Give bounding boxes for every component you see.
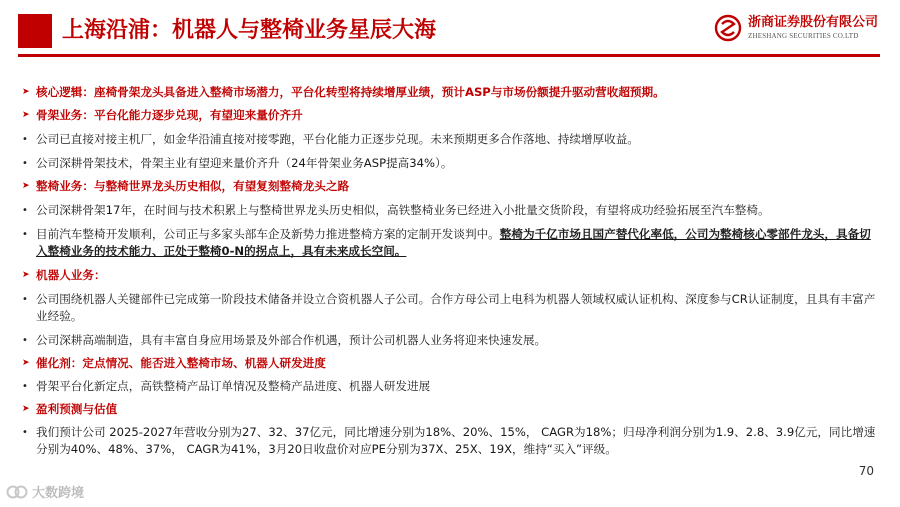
logo-en-name: ZHESHANG SECURITIES CO.LTD	[747, 32, 859, 40]
watermark-text: 大数跨境	[32, 486, 85, 501]
list-item	[22, 226, 878, 260]
list-item	[22, 424, 878, 458]
section-skeleton-heading	[22, 107, 878, 124]
section-robot-heading	[22, 267, 878, 284]
seating-bullet-2-plain: 目前汽车整椅开发顺利，公司正与多家头部车企及新势力推进整椅方案的定制开发谈判中。	[36, 227, 500, 241]
seating-bullet-2	[36, 226, 878, 260]
triangle-right-icon: ➤	[22, 110, 30, 120]
page-title: 上海沿浦：机器人与整椅业务星辰大海	[62, 18, 437, 43]
list-item	[22, 202, 878, 219]
dot-bullet-icon: •	[22, 229, 28, 240]
section-seating-heading	[22, 178, 878, 195]
list-item	[22, 291, 878, 325]
slide-content	[22, 84, 878, 458]
forecast-heading: 盈利预测与估值	[36, 402, 118, 416]
section-forecast-heading	[22, 401, 878, 418]
triangle-right-icon: ➤	[22, 181, 30, 191]
section-catalyst-heading	[22, 355, 878, 372]
section-core-logic	[22, 84, 878, 101]
title-accent-block	[18, 14, 52, 48]
triangle-right-icon: ➤	[22, 87, 30, 97]
robot-bullet-1: 公司围绕机器人关键部件已完成第一阶段技术储备并设立合资机器人子公司。合作方母公司上电科为机器人领域权威认证机构、深度参与CR认证制度，且具有丰富产业经验。	[36, 292, 876, 323]
title-underline	[18, 54, 880, 57]
title-bar	[0, 0, 900, 62]
catalyst-bullet-1: 骨架平台化新定点，高铁整椅产品订单情况及整椅产品进度、机器人研发进展	[36, 379, 431, 393]
list-item	[22, 332, 878, 349]
zheshang-logo-icon	[714, 14, 742, 42]
dot-bullet-icon: •	[22, 335, 28, 346]
page-number: 70	[858, 464, 874, 478]
dot-bullet-icon: •	[22, 381, 28, 392]
list-item	[22, 155, 878, 172]
forecast-bullet-1: 我们预计公司 2025-2027年营收分别为27、32、37亿元，同比增速分别为18%、20%、15%， CAGR为18%；归母净利润分别为1.9、2.8、3.9亿元，同比增速分别为40%、48%、37%， CAGR为41%，3月20日收盘价对应PE分别为37X、25X、19X，维持“买入”评级。	[36, 425, 876, 456]
dot-bullet-icon: •	[22, 294, 28, 305]
skeleton-bullet-2: 公司深耕骨架技术，骨架主业有望迎来量价齐升（24年骨架业务ASP提高34%）。	[36, 156, 453, 170]
dot-bullet-icon: •	[22, 134, 28, 145]
seating-bullet-2-emphasis: 整椅为千亿市场且国产替代化率低，公司为整椅核心零部件龙头，具备切入整椅业务的技术能力、正处于整椅0-N的拐点上，具有未来成长空间。	[36, 227, 871, 258]
robot-bullet-2: 公司深耕高端制造，具有丰富自身应用场景及外部合作机遇，预计公司机器人业务将迎来快速发展。	[36, 333, 547, 347]
dot-bullet-icon: •	[22, 158, 28, 169]
robot-heading: 机器人业务：	[36, 268, 106, 282]
catalyst-heading: 催化剂：定点情况、能否进入整椅市场、机器人研发进度	[36, 356, 326, 370]
triangle-right-icon: ➤	[22, 270, 30, 280]
triangle-right-icon: ➤	[22, 358, 30, 368]
company-logo	[714, 10, 878, 46]
watermark-logo-icon	[6, 484, 28, 500]
core-logic-text: 核心逻辑：座椅骨架龙头具备进入整椅市场潜力，平台化转型将持续增厚业绩，预计ASP与市场份额提升驱动营收超预期。	[36, 85, 665, 99]
list-item	[22, 131, 878, 148]
list-item	[22, 378, 878, 395]
logo-cn-name: 浙商证券股份有限公司	[747, 15, 878, 30]
watermark	[6, 482, 84, 501]
dot-bullet-icon: •	[22, 427, 28, 438]
seating-heading: 整椅业务：与整椅世界龙头历史相似，有望复刻整椅龙头之路	[36, 179, 350, 193]
triangle-right-icon: ➤	[22, 404, 30, 414]
skeleton-heading: 骨架业务：平台化能力逐步兑现，有望迎来量价齐升	[36, 108, 303, 122]
seating-bullet-1: 公司深耕骨架17年，在时间与技术积累上与整椅世界龙头历史相似，高铁整椅业务已经进入小批量交货阶段，有望将成功经验拓展至汽车整椅。	[36, 203, 770, 217]
dot-bullet-icon: •	[22, 205, 28, 216]
skeleton-bullet-1: 公司已直接对接主机厂，如金华沿浦直接对接零跑，平台化能力正逐步兑现。未来预期更多合作落地、持续增厚收益。	[36, 132, 639, 146]
